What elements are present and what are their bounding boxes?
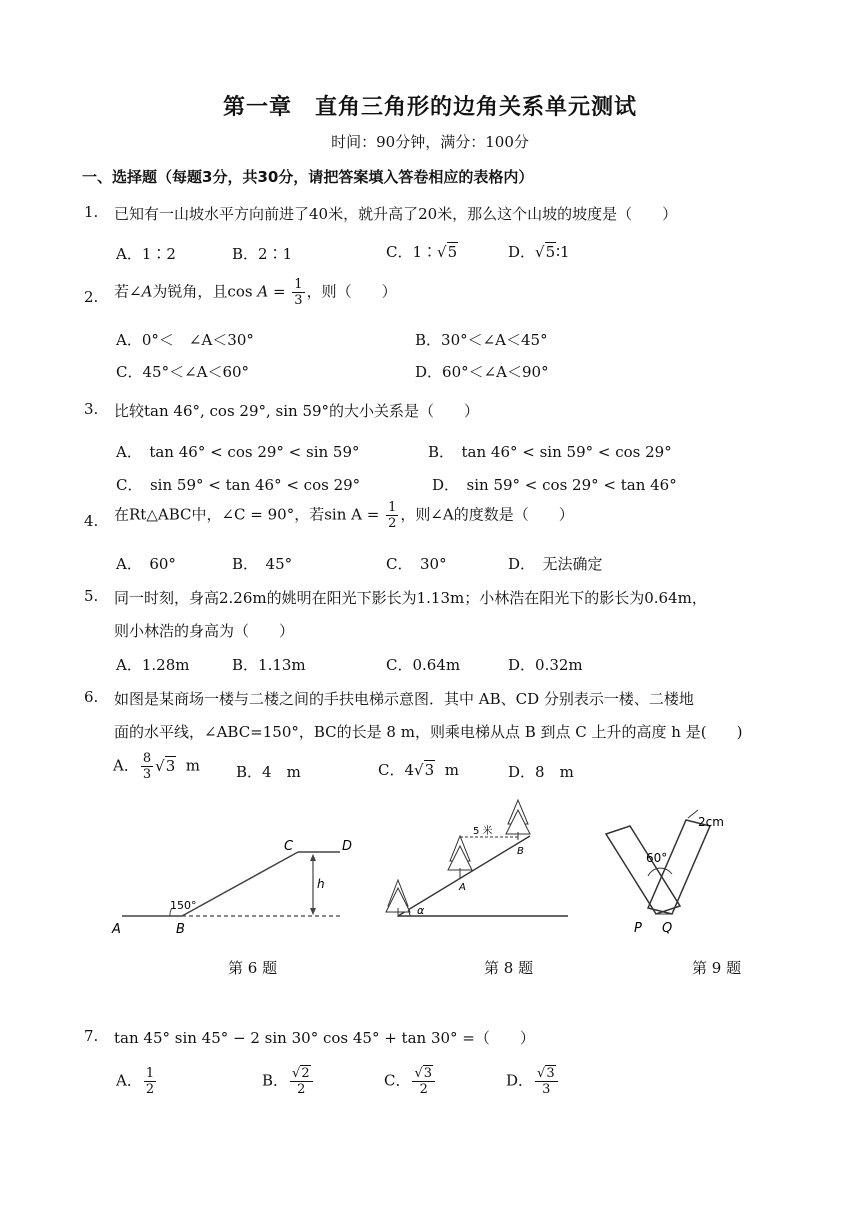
tree-icon: [506, 800, 530, 840]
option-d: D．60°＜∠A＜90°: [415, 363, 549, 381]
fraction: $\frac{1}{3}$: [294, 277, 303, 308]
label-b: B: [176, 922, 185, 937]
option-a: A．1∶2: [116, 245, 176, 263]
question-number: 1.: [84, 203, 99, 221]
option-b: B．1.13m: [232, 656, 306, 674]
option-a: A． $\frac{8}{3}$ √3 m: [113, 751, 201, 782]
label-angle: 60°: [646, 851, 668, 865]
option-c: C．1∶√5: [386, 243, 458, 261]
option-c: C． $\frac{√3}{2}$: [384, 1066, 437, 1097]
figure-9-strips: [600, 806, 740, 938]
question-text: 比较tan 46°, cos 29°, sin 59°的大小关系是（ ）: [114, 402, 480, 420]
question-number: 6.: [84, 688, 99, 706]
figure-9-caption: 第 9 题: [692, 959, 742, 977]
question-number: 3.: [84, 400, 99, 418]
option-a: A．0°＜ ∠A＜30°: [116, 331, 254, 349]
option-d: D． $\frac{√3}{3}$: [506, 1066, 560, 1097]
label-p: P: [634, 921, 642, 936]
sqrt-symbol: √5: [437, 243, 458, 261]
label-angle: 150°: [170, 899, 197, 912]
option-d: D． sin 59° < cos 29° < tan 46°: [432, 476, 677, 494]
sqrt-symbol: √3: [155, 756, 176, 775]
option-c: C．4√3 m: [378, 761, 459, 779]
figure-8-caption: 第 8 题: [484, 959, 534, 977]
fraction: $\frac{√2}{2}$: [290, 1066, 313, 1097]
option-d: D． 无法确定: [508, 555, 603, 573]
option-b: B． 45°: [232, 555, 293, 573]
option-a: A． tan 46° < cos 29° < sin 59°: [116, 443, 360, 461]
question-text: 已知有一山坡水平方向前进了40米，就升高了20米，那么这个山坡的坡度是（ ）: [114, 205, 678, 223]
tree-icon: [386, 880, 410, 917]
option-d: D．√5∶1: [508, 243, 570, 261]
question-number: 5.: [84, 587, 99, 605]
option-a: A． $\frac{1}{2}$: [116, 1066, 155, 1097]
question-text-line-2: 面的水平线，∠ABC=150°，BC的长是 8 m，则乘电梯从点 B 到点 C 上升的高度 h 是( ): [114, 723, 743, 741]
figure-8-slope-trees: [380, 796, 570, 921]
label-c: C: [284, 839, 294, 854]
option-b: B． tan 46° < sin 59° < cos 29°: [428, 443, 672, 461]
exam-info: 时间：90分钟，满分：100分: [331, 133, 529, 151]
sqrt-symbol: √5: [535, 243, 556, 261]
option-c: C． 30°: [386, 555, 447, 573]
option-d: D．8 m: [508, 763, 574, 781]
fraction: $\frac{√3}{2}$: [412, 1066, 435, 1097]
tree-icon: [448, 836, 472, 878]
option-c: C． sin 59° < tan 46° < cos 29°: [116, 476, 361, 494]
question-text-line-1: 同一时刻，身高2.26m的姚明在阳光下影长为1.13m；小林浩在阳光下的影长为0.64m，: [114, 589, 707, 607]
option-b: B．2∶1: [232, 245, 293, 263]
label-a: A: [459, 882, 466, 893]
label-alpha: α: [417, 904, 425, 917]
option-a: A． 60°: [116, 555, 176, 573]
sqrt-symbol: √3: [414, 761, 435, 779]
question-text-line-2: 则小林浩的身高为（ ）: [114, 622, 295, 640]
option-c: C．45°＜∠A＜60°: [116, 363, 250, 381]
question-text-line-1: 如图是某商场一楼与二楼之间的手扶电梯示意图．其中 AB、CD 分别表示一楼、二楼地: [114, 690, 694, 708]
option-b: B．4 m: [236, 763, 301, 781]
figure-6-caption: 第 6 题: [228, 959, 278, 977]
option-b: B． $\frac{√2}{2}$: [262, 1066, 315, 1097]
question-text: tan 45° sin 45° − 2 sin 30° cos 45° + tan 30° =（ ）: [114, 1029, 535, 1047]
fraction: $\frac{√3}{3}$: [535, 1066, 558, 1097]
label-width: 2cm: [698, 815, 724, 829]
label-h: h: [317, 877, 325, 891]
question-number: 7.: [84, 1027, 99, 1045]
option-d: D．0.32m: [508, 656, 583, 674]
option-a: A．1.28m: [116, 656, 190, 674]
fraction: $\frac{8}{3}$: [142, 751, 152, 782]
label-distance: 5 米: [473, 826, 493, 837]
fraction: $\frac{1}{2}$: [388, 500, 397, 531]
question-text: 在Rt△ABC中，∠C = 90°，若sin A = $\frac{1}{2}$ ，则∠A的度数是（ ）: [114, 500, 574, 531]
figure-6-escalator: [108, 830, 358, 938]
section-heading: 一、选择题（每题3分，共30分，请把答案填入答卷相应的表格内）: [82, 168, 534, 186]
option-c: C．0.64m: [386, 656, 461, 674]
fraction: $\frac{1}{2}$: [145, 1066, 155, 1097]
label-a: A: [112, 922, 121, 937]
label-d: D: [342, 839, 353, 854]
question-number: 2.: [84, 288, 99, 306]
page-title: 第一章 直角三角形的边角关系单元测试: [222, 95, 637, 120]
question-text: 若∠A为锐角，且cos A = $\frac{1}{3}$ ，则（ ）: [114, 277, 397, 308]
question-number: 4.: [84, 512, 99, 530]
label-q: Q: [662, 921, 673, 936]
label-b: B: [517, 846, 524, 857]
option-b: B．30°＜∠A＜45°: [415, 331, 548, 349]
